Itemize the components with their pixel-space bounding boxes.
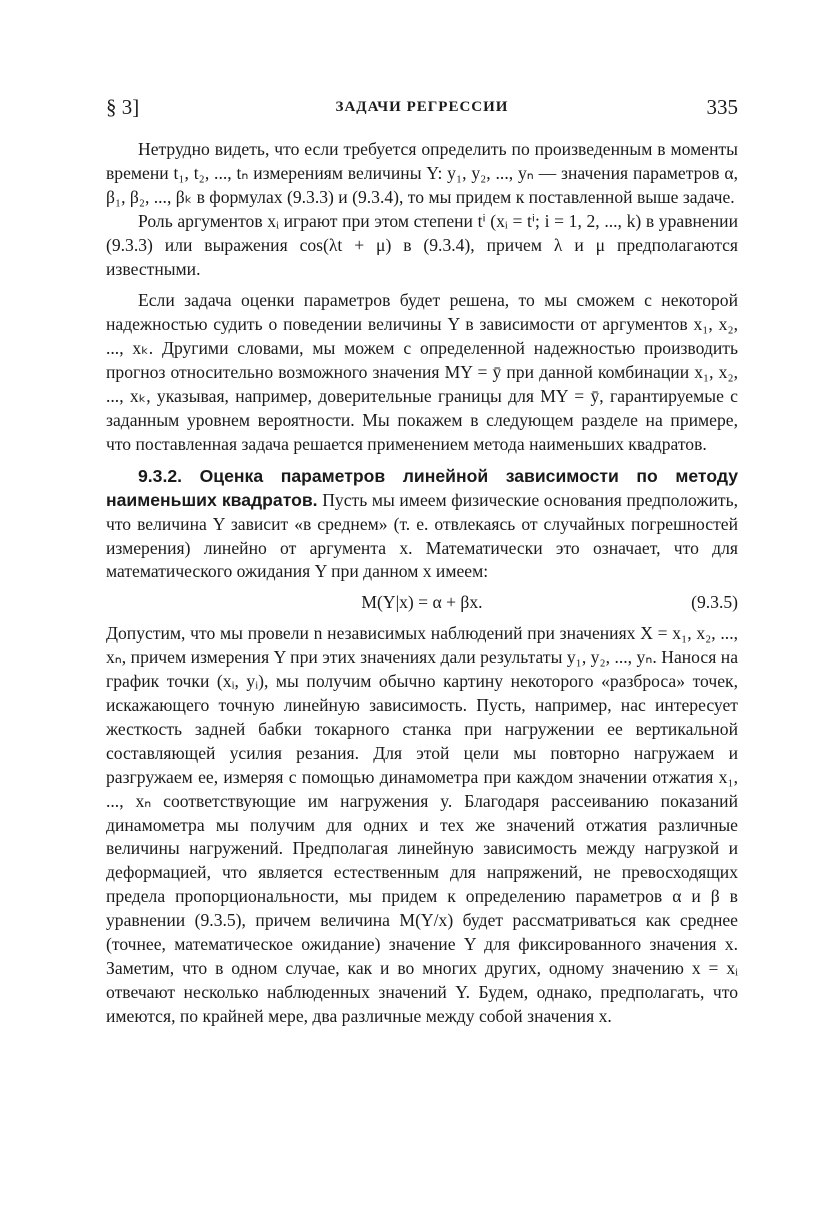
page-body: [106, 138, 738, 1029]
section-heading: 9.3.2. Оценка параметров линейной зависимости по методу наименьших квадратов.: [106, 465, 738, 510]
running-title: ЗАДАЧИ РЕГРЕССИИ: [335, 99, 509, 115]
formula-number: (9.3.5): [691, 592, 738, 613]
page-number: 335: [706, 95, 738, 119]
formula-expression: M(Y|x) = α + βx.: [361, 592, 483, 613]
paragraph: Допустим, что мы провели n независимых наблюдений при значениях X = x₁, x₂, ..., xₙ, причем измерения Y при этих значениях дали результаты y₁, y₂, ..., yₙ. Нанося на график точки (xᵢ, yᵢ), мы получим обычно картину некоторого «разброса» точек, искажающего точную линейную зависимость. Пусть, например, нас интересует жесткость задней бабки токарного станка при нагружении ее вертикальной составляющей усилия резания. Для этой цели мы повторно нагружаем и разгружаем ее, измеряя с помощью динамометра при каждом значении отжатия x₁, ..., xₙ соответствующие им нагружения y. Благодаря рассеиванию показаний динамометра мы получим для одних и тех же значений отжатия различные величины нагружений. Предполагая линейную зависимость между нагрузкой и деформацией, что является естественным для напряжений, не превосходящих предела пропорциональности, мы придем к определению параметров α и β в уравнении (9.3.5), причем величина M(Y/x) будет рассматриваться как среднее (точнее, математическое ожидание) значение Y для фиксированного значения x. Заметим, что в одном случае, как и во многих других, одному значению x = xᵢ отвечают несколько наблюденных значений Y. Будем, однако, предполагать, что имеются, по крайней мере, два различные между собой значения x.: [106, 623, 738, 1026]
page-header: [106, 95, 738, 121]
section-marker: § 3]: [106, 95, 140, 119]
formula-line: [106, 586, 738, 620]
paragraph: Нетрудно видеть, что если требуется определить по произведенным в моменты времени t₁, t₂, ..., tₙ измерениям величины Y: y₁, y₂, ..., yₙ — значения параметров α, β₁, β₂, ..., βₖ в формулах (9.3.3) и (9.3.4), то мы придем к поставленной выше задаче.: [106, 139, 738, 207]
section-paragraph: [106, 465, 738, 585]
paragraph: Если задача оценки параметров будет решена, то мы сможем с некоторой надежностью судить о поведении величины Y в зависимости от аргументов x₁, x₂, ..., xₖ. Другими словами, мы можем с определенной надежностью производить прогноз относительно возможного значения MY = ȳ при данной комбинации x₁, x₂, ..., xₖ, указывая, например, доверительные границы для MY = ȳ, гарантируемые с заданным уровнем вероятности. Мы покажем в следующем разделе на примере, что поставленная задача решается применением метода наименьших квадратов.: [106, 290, 738, 454]
section-text: Пусть мы имеем физические основания предположить, что величина Y зависит «в среднем» (т. е. отвлекаясь от случайных погрешностей измерения) линейно от аргумента x. Математически это означает, что для математического ожидания Y при данном x имеем:: [106, 489, 739, 582]
paragraph: Роль аргументов xᵢ играют при этом степени tⁱ (xᵢ = tⁱ; i = 1, 2, ..., k) в уравнении (9.3.3) или выражения cos(λt + μ) в (9.3.4), причем λ и μ предполагаются известными.: [106, 210, 738, 279]
